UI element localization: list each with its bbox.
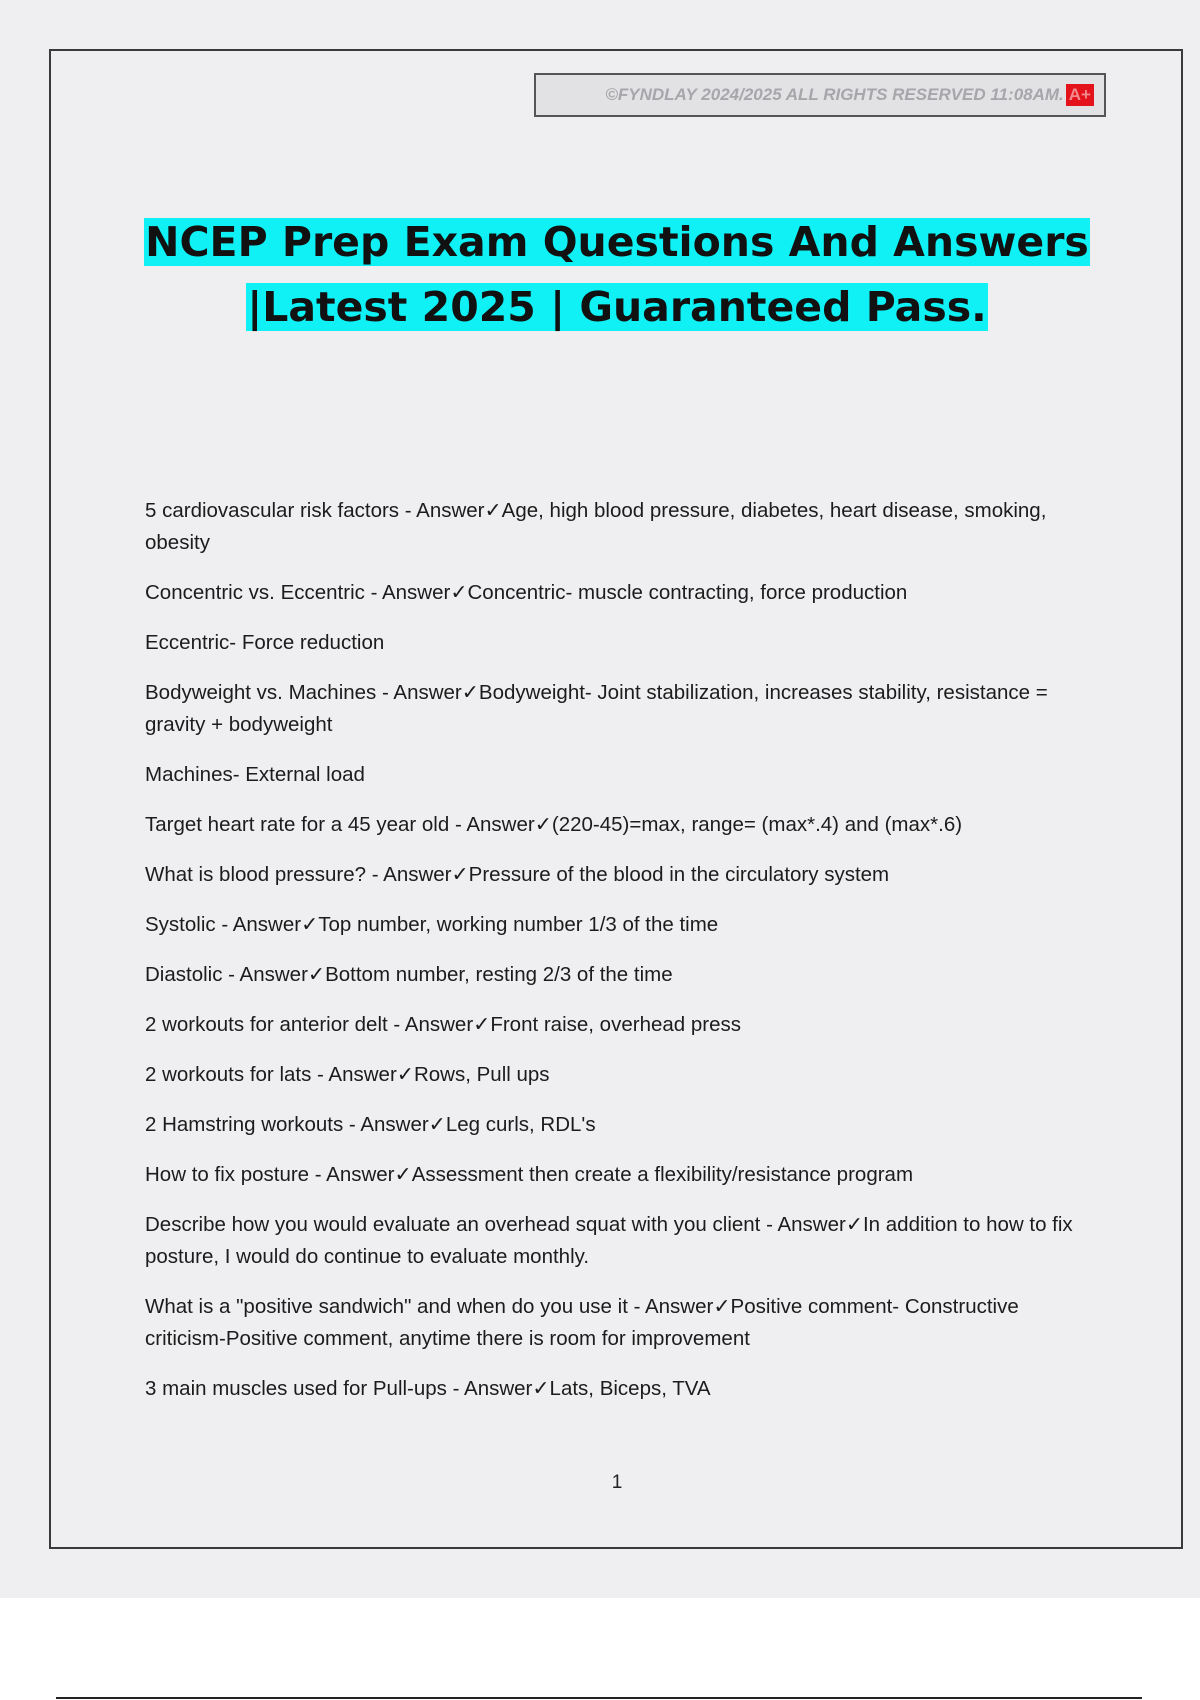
qa-item: 2 workouts for anterior delt - Answer✓Front raise, overhead press	[145, 1013, 741, 1036]
qa-item: Concentric vs. Eccentric - Answer✓Concentric- muscle contracting, force production	[145, 581, 908, 604]
qa-item: Eccentric- Force reduction	[145, 631, 385, 654]
qa-item: 3 main muscles used for Pull-ups - Answer✓Lats, Biceps, TVA	[145, 1377, 711, 1400]
qa-item: Bodyweight vs. Machines - Answer✓Bodyweight- Joint stabilization, increases stability, resistance = gravity + bodyweight	[145, 681, 1048, 736]
copyright-banner	[534, 73, 1106, 117]
copyright-text: ©FYNDLAY 2024/2025 ALL RIGHTS RESERVED 11:08AM.	[605, 85, 1064, 104]
document-title	[0, 210, 1200, 340]
qa-item: What is a "positive sandwich" and when do you use it - Answer✓Positive comment- Constructive criticism-Positive comment, anytime there is room for improvement	[145, 1295, 1019, 1350]
qa-item: Systolic - Answer✓Top number, working number 1/3 of the time	[145, 913, 719, 936]
qa-item: Diastolic - Answer✓Bottom number, resting 2/3 of the time	[145, 963, 673, 986]
page-number: 1	[611, 1472, 623, 1493]
title-line-1: NCEP Prep Exam Questions And Answers	[145, 218, 1089, 266]
title-line-2: |Latest 2025 | Guaranteed Pass.	[247, 283, 987, 331]
qa-item: 2 Hamstring workouts - Answer✓Leg curls, RDL's	[145, 1113, 596, 1136]
qa-item: 2 workouts for lats - Answer✓Rows, Pull ups	[145, 1063, 550, 1086]
qa-list	[145, 495, 1085, 1423]
qa-item: What is blood pressure? - Answer✓Pressure of the blood in the circulatory system	[145, 863, 890, 886]
divider	[56, 1697, 1142, 1699]
qa-item: How to fix posture - Answer✓Assessment then create a flexibility/resistance program	[145, 1163, 914, 1186]
qa-item: 5 cardiovascular risk factors - Answer✓Age, high blood pressure, diabetes, heart disease, smoking, obesity	[145, 499, 1047, 554]
qa-item: Machines- External load	[145, 763, 365, 786]
grade-badge: A+	[1066, 84, 1094, 106]
qa-item: Describe how you would evaluate an overhead squat with you client - Answer✓In addition to how to fix posture, I would do continue to evaluate monthly.	[145, 1213, 1073, 1268]
qa-item: Target heart rate for a 45 year old - Answer✓(220-45)=max, range= (max*.4) and (max*.6)	[145, 813, 963, 836]
